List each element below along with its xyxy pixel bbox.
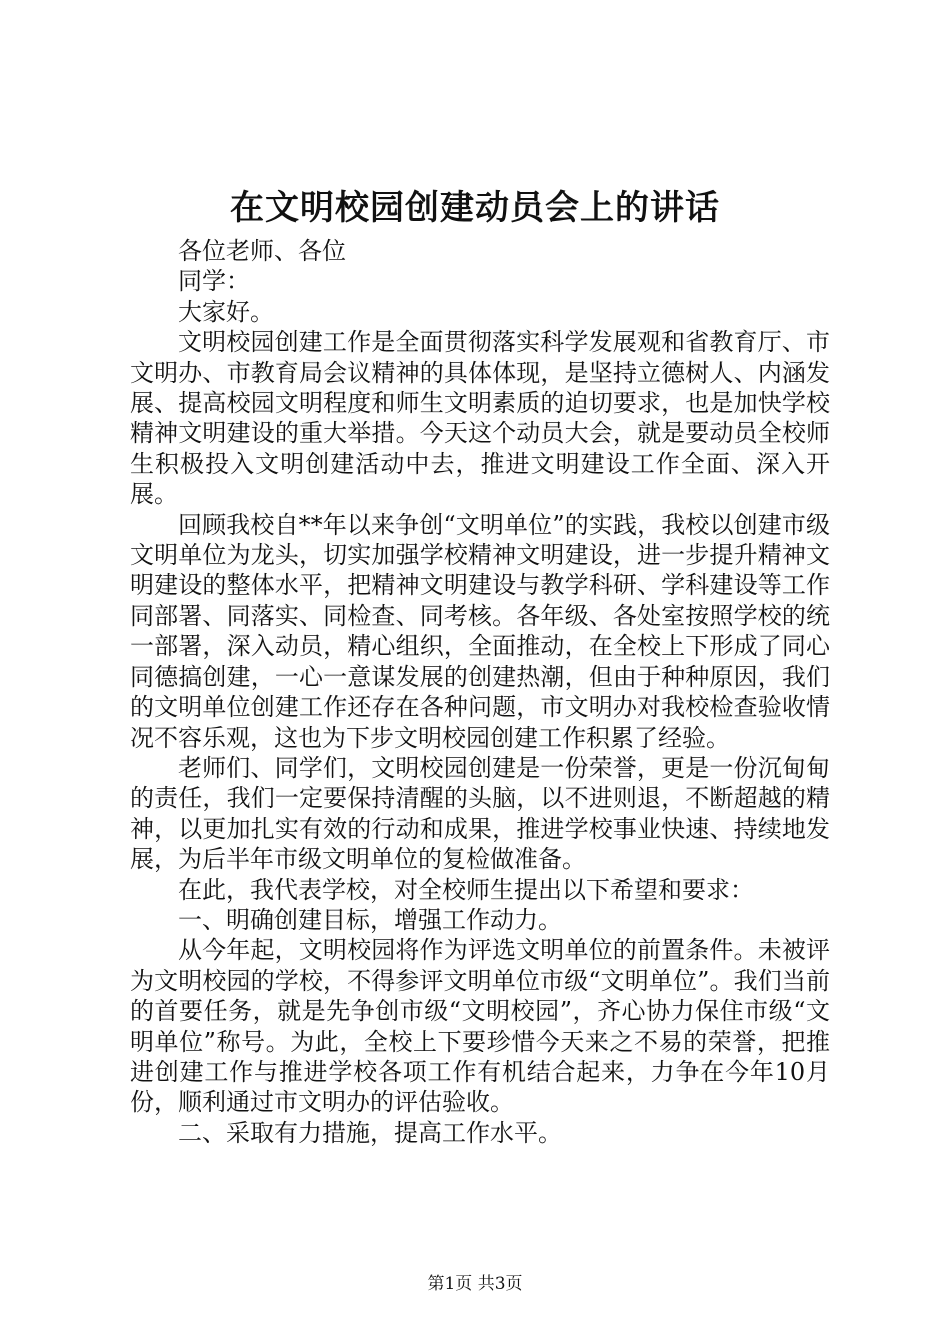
body-paragraph: 文明校园创建工作是全面贯彻落实科学发展观和省教育厅、市文明办、市教育局会议精神的具体体现，是坚持立德树人、内涵发展、提高校园文明程度和师生文明素质的迫切要求，也是加快学校精神文明建设的重大举措。今天这个动员大会，就是要动员全校师生积极投入文明创建活动中去，推进文明建设工作全面、深入开展。 — [130, 328, 830, 509]
body-paragraph: 在此，我代表学校，对全校师生提出以下希望和要求： — [178, 875, 754, 904]
body-paragraph: 回顾我校自**年以来争创“文明单位”的实践，我校以创建市级文明单位为龙头，切实加强学校精神文明建设，进一步提升精神文明建设的整体水平，把精神文明建设与教学科研、学科建设等工作同部署、同落实、同检查、同考核。各年级、各处室按照学校的统一部署，深入动员，精心组织，全面推动，在全校上下形成了同心同德搞创建，一心一意谋发展的创建热潮，但由于种种原因，我们的文明单位创建工作还存在各种问题，市文明办对我校检查验收情况不容乐观，这也为下步文明校园创建工作积累了经验。 — [130, 510, 830, 752]
body-paragraph: 老师们、同学们，文明校园创建是一份荣誉，更是一份沉甸甸的责任，我们一定要保持清醒的头脑，以不进则退，不断超越的精神，以更加扎实有效的行动和成果，推进学校事业快速、持续地发展，为后半年市级文明单位的复检做准备。 — [130, 753, 830, 874]
section-heading: 二、采取有力措施，提高工作水平。 — [178, 1118, 562, 1147]
section-heading: 一、明确创建目标，增强工作动力。 — [178, 905, 562, 934]
body-paragraph: 从今年起，文明校园将作为评选文明单位的前置条件。未被评为文明校园的学校，不得参评文明单位市级“文明单位”。我们当前的首要任务，就是先争创市级“文明校园”，齐心协力保住市级“文明单位”称号。为此，全校上下要珍惜今天来之不易的荣誉，把推进创建工作与推进学校各项工作有机结合起来，力争在今年10月份，顺利通过市文明办的评估验收。 — [130, 936, 830, 1117]
greeting-line-3: 大家好。 — [178, 297, 274, 326]
page-footer: 第1页 共3页 — [427, 1274, 523, 1294]
greeting-line-2: 同学： — [178, 267, 250, 296]
document-title: 在文明校园创建动员会上的讲话 — [230, 188, 720, 228]
greeting-line-1: 各位老师、各位 — [178, 237, 346, 265]
document-body — [130, 236, 830, 1148]
